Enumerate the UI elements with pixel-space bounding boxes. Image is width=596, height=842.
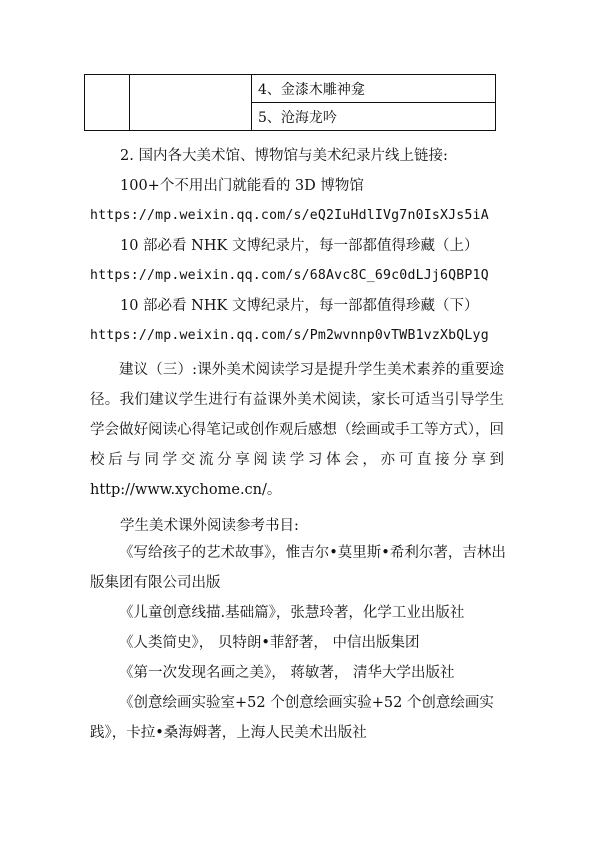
book-item: 《人类简史》， 贝特朗•菲舒著， 中信出版集团 [119,635,420,651]
table-cell-empty [130,75,252,131]
exhibit-table [84,74,496,131]
table-cell-item: 4、金漆木雕神龛 [252,75,496,103]
table-cell-empty [85,75,130,131]
link-url[interactable]: https://mp.weixin.qq.com/s/68Avc8C_69c0dLJj6QBP1Q [90,268,489,283]
table-cell-item: 5、沧海龙吟 [252,103,496,131]
book-item: 《儿童创意线描.基础篇》，张慧玲著，化学工业出版社 [119,605,465,621]
reading-list-heading: 学生美术课外阅读参考书目: [120,518,299,534]
link-title: 10 部必看 NHK 文博纪录片，每一部都值得珍藏（上） [120,238,479,254]
link-title: 100+个不用出门就能看的 3D 博物馆 [120,178,364,194]
table-row [85,75,496,103]
suggestion-paragraph: 建议（三）:课外美术阅读学习是提升学生美术素养的重要途径。我们建议学生进行有益课外美术阅读，家长可适当引导学生学会做好阅读心得笔记或创作观后感想（绘画或手工等方式），回校后与同学交流分享阅读学习体会，亦可直接分享到 http://www.xychome.cn/。 [90,362,504,498]
section-heading: 2. 国内各大美术馆、博物馆与美术纪录片线上链接: [120,148,448,164]
book-item: 《第一次发现名画之美》， 蒋敏著， 清华大学出版社 [119,665,455,681]
link-title: 10 部必看 NHK 文博纪录片，每一部都值得珍藏（下） [120,298,479,314]
book-item: 《写给孩子的艺术故事》，惟吉尔•莫里斯•希利尔著，吉林出版集团有限公司出版 [90,545,506,591]
link-url[interactable]: https://mp.weixin.qq.com/s/eQ2IuHdlIVg7n0IsXJs5iA [90,208,489,223]
link-url[interactable]: https://mp.weixin.qq.com/s/Pm2wvnnp0vTWB1vzXbQLyg [90,328,489,343]
book-item: 《创意绘画实验室+52 个创意绘画实验+52 个创意绘画实践》，卡拉•桑海姆著，上海人民美术出版社 [90,695,494,741]
